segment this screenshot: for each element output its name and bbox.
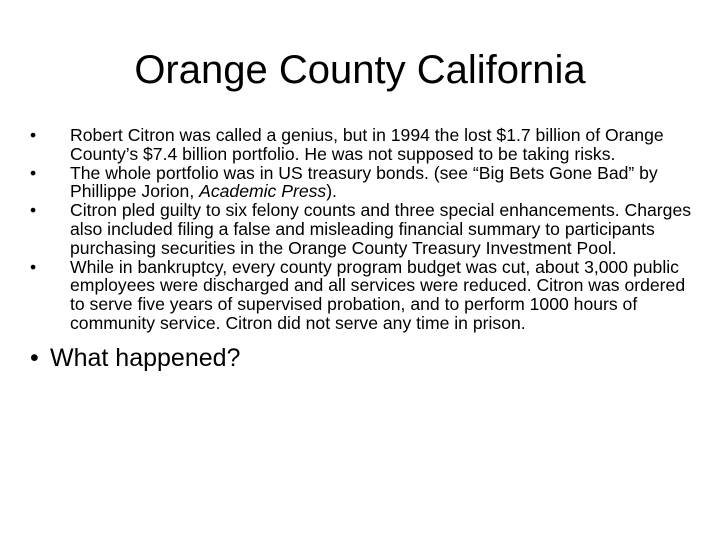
bullet-list <box>26 126 698 373</box>
bullet-dot: • <box>30 343 39 372</box>
bullet-item-question <box>26 343 698 373</box>
bullet-text-part: ). <box>326 181 337 202</box>
bullet-text: What happened? <box>50 343 241 372</box>
bullet-item <box>26 126 698 164</box>
bullet-dot: • <box>30 162 37 183</box>
bullet-text: While in bankruptcy, every county program budget was cut, about 3,000 public employees were discharged and all services were reduced. Citron was ordered to serve five years of supervised probation, and to perform 1000 hours of community service. Citron did not serve any time in prison. <box>70 256 686 333</box>
bullet-text: Robert Citron was called a genius, but in 1994 the lost $1.7 billion of Orange County’s $7.4 billion portfolio. He was not supposed to be taking risks. <box>70 125 664 164</box>
bullet-dot: • <box>30 200 37 221</box>
bullet-text <box>70 163 658 202</box>
bullet-text-part: The whole portfolio was in US treasury bonds. (see “Big Bets Gone Bad” by Phillippe Jorion, <box>70 162 658 202</box>
bullet-text-italic: Academic Press <box>199 181 327 202</box>
slide-title: Orange County California <box>134 48 586 92</box>
bullet-item <box>26 164 698 202</box>
bullet-item <box>26 258 698 333</box>
bullet-dot: • <box>30 125 37 145</box>
bullet-text: Citron pled guilty to six felony counts and three special enhancements. Charges also included filing a false and misleading financial summary to participants purchasing securities in the Orange County Treasury Investment Pool. <box>70 200 692 258</box>
bullet-item <box>26 201 698 257</box>
bullet-dot: • <box>30 256 37 277</box>
